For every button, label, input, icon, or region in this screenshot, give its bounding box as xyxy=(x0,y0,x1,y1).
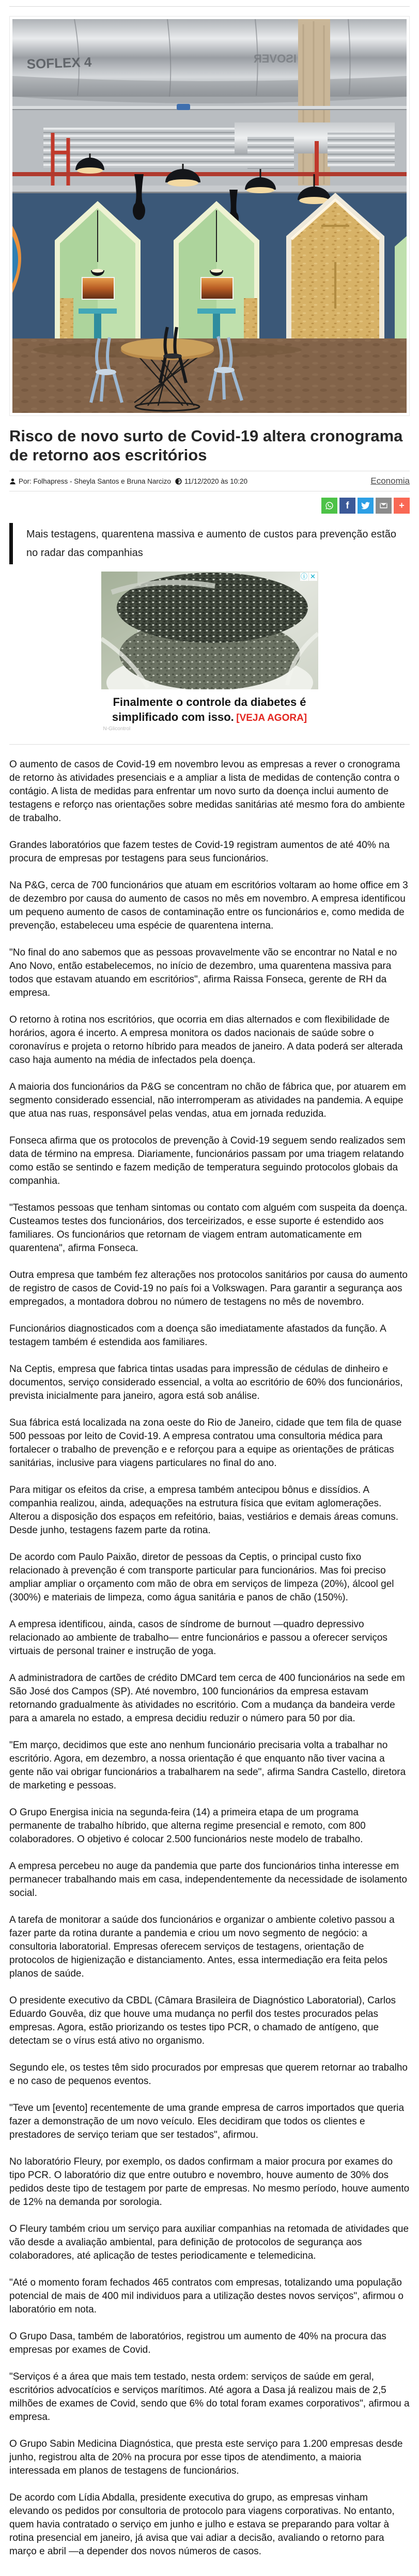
article-paragraph: O aumento de casos de Covid-19 em novembro levou as empresas a rever o cronograma de retorno às atividades presenciais e a ampliar a lista de medidas de contenção contra o contágio. A lista de medidas para enfrentar um novo surto da doença inclui aumento de testagens e reforço nas orientações sobre medidas sanitárias até mesmo fora do ambiente de trabalho. xyxy=(9,759,405,824)
chia-seeds-photo xyxy=(101,572,318,689)
article-paragraph: "Teve um [evento] recentemente de uma grande empresa de carros importados que queria fazer a demonstração de um novo veículo. Eles decidiram que todos os clientes e prestadores de serviço teriam que ser testados", afirmou. xyxy=(9,2103,405,2140)
published-at: 11/12/2020 às 10:20 xyxy=(184,477,247,485)
article-paragraph: A tarefa de monitorar a saúde dos funcionários e organizar o ambiente coletivo passou a fazer parte da rotina durante a pandemia e criou um novo segmento de negócio: a consultoria laboratorial. Empresas oferecem serviços de testagens, orientação de protocolos de higienização e distanciamento. Antes, essa intermediação era feita pelos planos de saúde. xyxy=(9,1915,395,1979)
ad-info-icon[interactable]: ⓘ xyxy=(300,573,307,580)
plus-icon: + xyxy=(399,500,405,511)
page-container xyxy=(9,6,410,2576)
facebook-icon: f xyxy=(346,500,349,511)
article-paragraph: "Em março, decidimos que este ano nenhum funcionário precisaria volta a trabalhar no escritório. Agora, em dezembro, a nossa orientação é que enquanto não tiver vacina a gente não vai obrigar funcionários a trabalharem na sede", afirma Sandra Castello, diretora de marketing e pessoas. xyxy=(9,1740,406,1791)
article-paragraph: O Grupo Dasa, também de laboratórios, registrou um aumento de 40% na procura das empresas por exames de Covid. xyxy=(9,2331,386,2355)
article-paragraph: Na P&G, cerca de 700 funcionários que atuam em escritórios voltaram ao home office em 3 de dezembro por causa do aumento de casos no mês em novembro. A empresa identificou um pequeno aumento de casos de contaminação entre os funcionários e, como medida de prevenção, estabeleceu uma espécie de quarentena interna. xyxy=(9,880,408,931)
share-whatsapp-button[interactable] xyxy=(321,498,337,514)
share-more-button[interactable] xyxy=(394,498,410,514)
adchoices xyxy=(300,573,317,581)
article-paragraph: O Grupo Sabin Medicina Diagnóstica, que presta este serviço para 1.200 empresas desde junho, registrou alta de 20% na procura por esse tipos de atendimento, a maioria interessada em planos de testagens de funcionários. xyxy=(9,2439,403,2476)
ad-headline[interactable]: Finalmente o controle da diabetes é simplificado com isso. xyxy=(112,696,306,723)
article-paragraph: "Até o momento foram fechados 465 contratos com empresas, totalizando uma população potencial de mais de 400 mil individuos para a utilização destes novos serviços", afirmou o laboratório em nota. xyxy=(9,2277,404,2315)
article-lead: Mais testagens, quarentena massiva e aumento de custos para prevenção estão no radar das companhias xyxy=(9,523,410,564)
article-paragraph: "No final do ano sabemos que as pessoas provavelmente vão se encontrar no Natal e no Ano Novo, então estabelecemos, no início de dezembro, uma quarentena massiva para todos que estavam atuando em escritórios", afirma Raissa Fonseca, gerente de RH da empresa. xyxy=(9,947,397,998)
article-paragraph: O Fleury também criou um serviço para auxiliar companhias na retomada de atividades que vão desde a avaliação ambiental, para definição de protocolos de segurança aos colaboradores, até aplicação de testes periodicamente e telemedicina. xyxy=(9,2224,409,2261)
ad-text[interactable] xyxy=(101,689,318,733)
article-paragraph: Para mitigar os efeitos da crise, a empresa também antecipou bônus e dissídios. A companhia realizou, ainda, adequações na estrutura física que evitam aglomerações. Alterou a disposição dos espaços em refeitório, baias, vestiários e demais áreas comuns. Desde junho, testagens fazem parte da rotina. xyxy=(9,1485,398,1536)
ad-cta[interactable]: [VEJA AGORA] xyxy=(236,713,307,723)
article-body xyxy=(9,758,410,2576)
share-email-button[interactable] xyxy=(376,498,392,514)
article-paragraph: O retorno à rotina nos escritórios, que ocorria em dias alternados e com flexibilidade de horários, agora é incerto. A empresa monitora os dados nacionais de saúde sobre o coronavírus e projeta o retorno híbrido para meados de janeiro. A data poderá ser alterada caso haja aumento na média de infectados pela doença. xyxy=(9,1014,403,1066)
article-paragraph: A maioria dos funcionários da P&G se concentram no chão de fábrica que, por atuarem em segmento considerado essencial, não interromperam as atividades na pandemia. A equipe que atua nas ruas, responsável pelas vendas, atua em jornada reduzida. xyxy=(9,1082,406,1119)
author-meta xyxy=(9,477,171,485)
author-label: Por: Folhapress - Sheyla Santos e Bruna Narcizo xyxy=(19,477,171,485)
svg-text:ISOVER: ISOVER xyxy=(253,52,297,65)
article-paragraph: De acordo com Lídia Abdalla, presidente executiva do grupo, as empresas vinham elevando os pedidos por consultoria de protocolo para viagens corporativas. No entanto, quem havia contratado o serviço em junho e julho e estava se preparando para voltar à rotina presencial em janeiro, já avisa que vai adiar a decisão, avaliando o retorno para março e abril —a depender dos novos números de casos. xyxy=(9,2492,395,2557)
article-paragraph: "Testamos pessoas que tenham sintomas ou contato com alguém com suspeita da doença. Custeamos testes dos funcionários, dos terceirizados, e esse suporte é estendido aos familiares. Os funcionários que retornam de viagem entram automaticamente em quarentena", afirma Fonseca. xyxy=(9,1202,408,1254)
article-paragraph: Sua fábrica está localizada na zona oeste do Rio de Janeiro, cidade que tem fila de quase 500 pessoas por leito de Covid-19. A empresa contratou uma consultoria médica para fortalecer o trabalho de prevenção e e reforçou para a equipe as orientações de práticas sanitárias, inclusive para viagens particulares no final do ano. xyxy=(9,1417,402,1469)
article-paragraph: A empresa identificou, ainda, casos de síndrome de burnout —quadro depressivo relacionado ao ambiente de trabalho— entre funcionários e passou a oferecer serviços virtuais de personal trainer e instrução de yoga. xyxy=(9,1619,387,1657)
article-paragraph: Fonseca afirma que os protocolos de prevenção à Covid-19 seguem sendo realizados sem data de término na empresa. Diariamente, funcionários passam por uma triagem relatando como estão se sentindo e fazem medição de temperatura seguindo protocolos globais da companhia. xyxy=(9,1135,406,1186)
article-paragraph: De acordo com Paulo Paixão, diretor de pessoas da Ceptis, o principal custo fixo relacionado à prevenção é com transporte particular para funcionários. Mas foi preciso ampliar ampliar o orçamento com mão de obra em serviços de limpeza (20%), álcool gel (300%) e materiais de limpeza, como água sanitária e panos de chão (150%). xyxy=(9,1552,394,1603)
hero-figure xyxy=(9,16,410,416)
whatsapp-icon xyxy=(325,501,334,510)
article-paragraph: A empresa percebeu no auge da pandemia que parte dos funcionários tinha interesse em permanecer trabalhando mais em casa, independentemente da necessidade de isolamento social. xyxy=(9,1861,407,1899)
ad-image[interactable] xyxy=(101,572,318,689)
ad-unit[interactable] xyxy=(101,572,318,733)
author-icon xyxy=(9,478,16,485)
article-paragraph: Funcionários diagnosticados com a doença são imediatamente afastados da função. A testagem também é estendida aos familiares. xyxy=(9,1323,386,1348)
twitter-icon xyxy=(361,501,370,510)
byline-row xyxy=(9,471,410,491)
article-title: Risco de novo surto de Covid-19 altera cronograma de retorno aos escritórios xyxy=(9,427,403,464)
article-paragraph: Outra empresa que também fez alterações nos protocolos sanitários por causa do aumento de registro de casos de Covid-19 no país foi a Volkswagen. Para garantir a segurança aos empregados, a montadora dobrou no número de testagens no mês de novembro. xyxy=(9,1270,408,1307)
article-paragraph: No laboratório Fleury, por exemplo, os dados confirmam a maior procura por exames do tipo PCR. O laboratório diz que entre outubro e novembro, houve aumento de 30% dos pedidos deste tipo de testagem por parte de empresas. No mesmo período, houve aumento de 12% na demanda por sorologia. xyxy=(9,2156,410,2208)
mail-icon xyxy=(379,501,388,510)
clock-icon xyxy=(175,478,182,485)
article-paragraph: "Serviços é a área que mais tem testado, nesta ordem: serviços de saúde em geral, escritórios advocatícios e serviços marítimos. Até agora a Dasa já realizou mais de 2,5 milhões de exames de Covid, sendo que 6% do total foram exames corporativos", afirmou a empresa. xyxy=(9,2371,410,2423)
body-divider xyxy=(9,744,410,745)
category-link[interactable]: Economia xyxy=(370,476,410,486)
article-paragraph: Grandes laboratórios que fazem testes de Covid-19 registram aumentos de até 40% na procura de empresas por testagens para seus funcionários. xyxy=(9,840,390,864)
share-toolbar xyxy=(9,498,410,514)
office-interior-photo xyxy=(12,19,407,413)
share-facebook-button[interactable] xyxy=(339,498,355,514)
article-paragraph: A administradora de cartões de crédito DMCard tem cerca de 400 funcionários na sede em São José dos Campos (SP). Até novembro, 100 funcionários da empresa estavam retornando gradualmente às atividades no escritório. Com a mudança da bandeira verde para a amarela no estado, a empresa decidiu reduzir o número para 50 por dia. xyxy=(9,1673,405,1724)
article-paragraph: O presidente executivo da CBDL (Câmara Brasileira de Diagnóstico Laboratorial), Carlos Eduardo Gouvêa, diz que houve uma mudança no perfil dos testes procurados pelas empresas. Agora, estão priorizando os testes tipo PCR, o chamado de antígeno, que detectam se o vírus está ativo no organismo. xyxy=(9,1995,396,2046)
article-paragraph: Na Ceptis, empresa que fabrica tintas usadas para impressão de cédulas de dinheiro e documentos, serviço considerado essencial, a volta ao escritório de 60% dos funcionários, prevista inicialmente para janeiro, agora está sob análise. xyxy=(9,1364,403,1401)
published-meta xyxy=(175,477,247,485)
article-paragraph: Segundo ele, os testes têm sido procurados por empresas que querem retornar ao trabalho e no caso de pequenos eventos. xyxy=(9,2062,408,2087)
share-twitter-button[interactable] xyxy=(358,498,374,514)
ad-close-icon[interactable]: ✕ xyxy=(309,573,317,581)
duct-brand-text: SOFLEX 4 xyxy=(26,54,92,72)
ad-advertiser: N-Glicontrol xyxy=(103,726,131,732)
article-paragraph: O Grupo Energisa inicia na segunda-feira (14) a primeira etapa de um programa permanente de trabalho híbrido, que alterna regime presencial e remoto, com 800 colaboradores. O objetivo é colocar 2.500 funcionários neste modelo de trabalho. xyxy=(9,1807,366,1845)
top-divider xyxy=(9,6,410,7)
